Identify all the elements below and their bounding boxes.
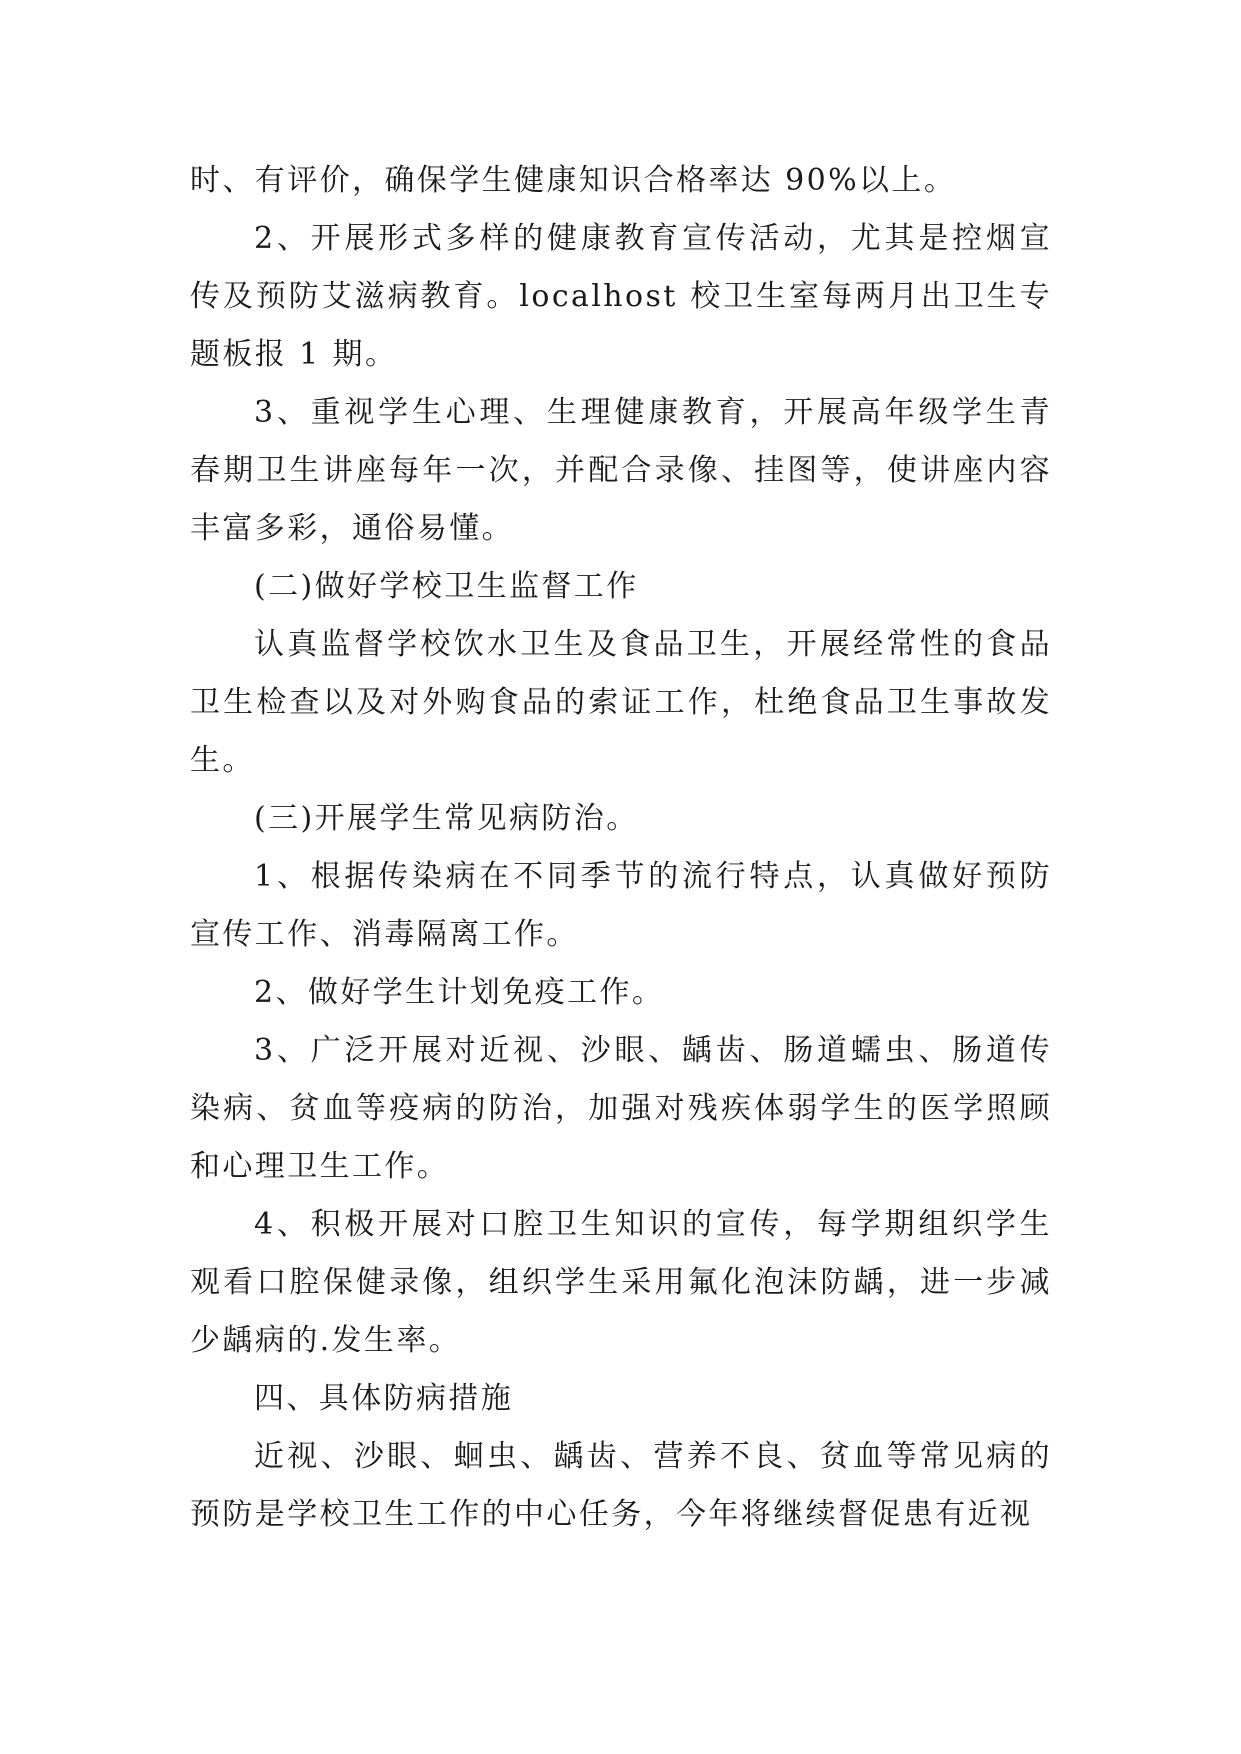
paragraph: 近视、沙眼、蛔虫、龋齿、营养不良、贫血等常见病的预防是学校卫生工作的中心任务，今年将继续督促患有近视 xyxy=(190,1439,1052,1532)
paragraph: 认真监督学校饮水卫生及食品卫生，开展经常性的食品卫生检查以及对外购食品的索证工作，杜绝食品卫生事故发生。 xyxy=(190,627,1052,778)
paragraph: 2、做好学生计划免疫工作。 xyxy=(254,975,665,1010)
paragraph: 3、广泛开展对近视、沙眼、龋齿、肠道蠕虫、肠道传染病、贫血等疫病的防治，加强对残疾体弱学生的医学照顾和心理卫生工作。 xyxy=(190,1033,1052,1184)
paragraph: 4、积极开展对口腔卫生知识的宣传，每学期组织学生观看口腔保健录像，组织学生采用氟化泡沫防龋，进一步减少龋病的.发生率。 xyxy=(190,1207,1052,1358)
section-heading: (三)开展学生常见病防治。 xyxy=(254,801,639,836)
paragraph: 2、开展形式多样的健康教育宣传活动，尤其是控烟宣传及预防艾滋病教育。localhost 校卫生室每两月出卫生专题板报 1 期。 xyxy=(190,221,1052,372)
section-heading: 四、具体防病措施 xyxy=(254,1381,514,1416)
document-body xyxy=(190,152,1052,1544)
paragraph: 时、有评价，确保学生健康知识合格率达 90%以上。 xyxy=(190,163,957,198)
paragraph: 3、重视学生心理、生理健康教育，开展高年级学生青春期卫生讲座每年一次，并配合录像、挂图等，使讲座内容丰富多彩，通俗易懂。 xyxy=(190,395,1052,546)
paragraph: 1、根据传染病在不同季节的流行特点，认真做好预防宣传工作、消毒隔离工作。 xyxy=(190,859,1052,952)
section-heading: (二)做好学校卫生监督工作 xyxy=(254,569,639,604)
